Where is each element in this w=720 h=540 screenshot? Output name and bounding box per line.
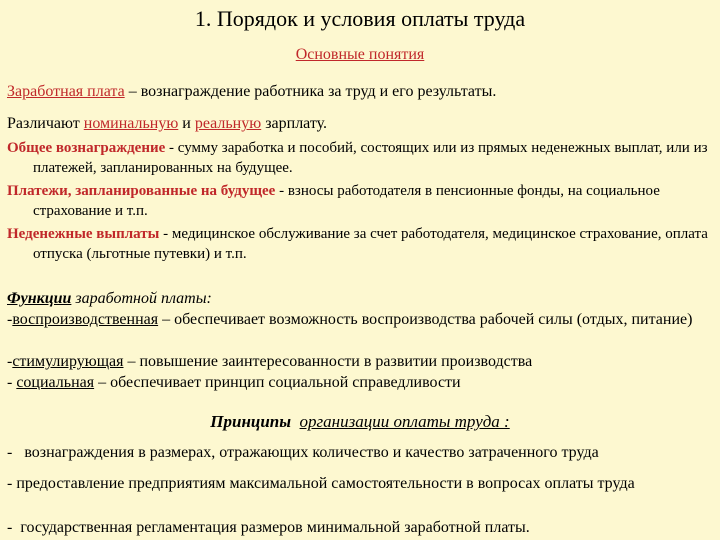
functions-heading-rest: заработной платы: — [71, 290, 212, 307]
nominal-wage-term: номинальную — [83, 115, 179, 132]
wage-definition — [7, 82, 713, 102]
function-prefix: - — [7, 353, 13, 370]
definition-term: Платежи, запланированные на будущее — [7, 183, 276, 199]
slide-title: 1. Порядок и условия оплаты труда — [194, 6, 526, 31]
wage-term: Заработная плата — [7, 83, 125, 100]
distinguish-and: и — [178, 115, 195, 132]
distinguish-suffix: зарплату. — [261, 115, 328, 132]
function-text: – повышение заинтересованности в развитии производства — [123, 353, 533, 370]
definition-future-payments — [7, 181, 720, 221]
definition-term: Общее вознаграждение — [7, 140, 166, 156]
function-text: – обеспечивает принцип социальной справедливости — [94, 374, 461, 391]
principles-heading-rest: организации оплаты труда : — [299, 412, 510, 431]
function-item-reproductive — [7, 310, 713, 330]
principles-heading-bold: Принципы — [210, 412, 292, 431]
wage-definition-text: – вознаграждение работника за труд и его результаты. — [124, 83, 497, 100]
definition-total-reward — [7, 138, 720, 178]
slide-subtitle: Основные понятия — [295, 46, 425, 63]
function-term: стимулирующая — [12, 353, 124, 370]
function-term: социальная — [16, 374, 95, 391]
definition-text: - сумму заработка и пособий, состоящих или из прямых неденежных выплат, или из платежей, запланированных на будущее. — [33, 140, 708, 176]
distinguish-prefix: Различают — [7, 115, 84, 132]
function-prefix: - — [7, 311, 13, 328]
function-item-social — [7, 373, 713, 393]
definition-text: - взносы работодателя в пенсионные фонды, на социальное страхование и т.п. — [33, 183, 660, 219]
definition-text: - медицинское обслуживание за счет работодателя, медицинское страхование, оплата отпуска (льготные путевки) и т.п. — [33, 226, 708, 262]
principle-item: - государственная регламентация размеров минимальной заработной платы. — [7, 519, 530, 536]
real-wage-term: реальную — [194, 115, 262, 132]
function-item-stimulating — [7, 352, 713, 372]
function-term: воспроизводственная — [12, 311, 159, 328]
functions-heading — [7, 289, 713, 309]
function-text: – обеспечивает возможность воспроизводства рабочей силы (отдых, питание) — [158, 311, 693, 328]
principle-item: - предоставление предприятиям максимальной самостоятельности в вопросах оплаты труда — [7, 475, 635, 492]
definition-non-cash-payments — [7, 224, 720, 264]
distinguish-line — [7, 114, 713, 134]
principles-heading — [0, 412, 720, 432]
function-prefix: - — [7, 374, 17, 391]
principle-item: - вознаграждения в размерах, отражающих количество и качество затраченного труда — [7, 444, 599, 461]
definition-term: Неденежные выплаты — [7, 226, 160, 242]
functions-heading-bold: Функции — [7, 290, 72, 307]
